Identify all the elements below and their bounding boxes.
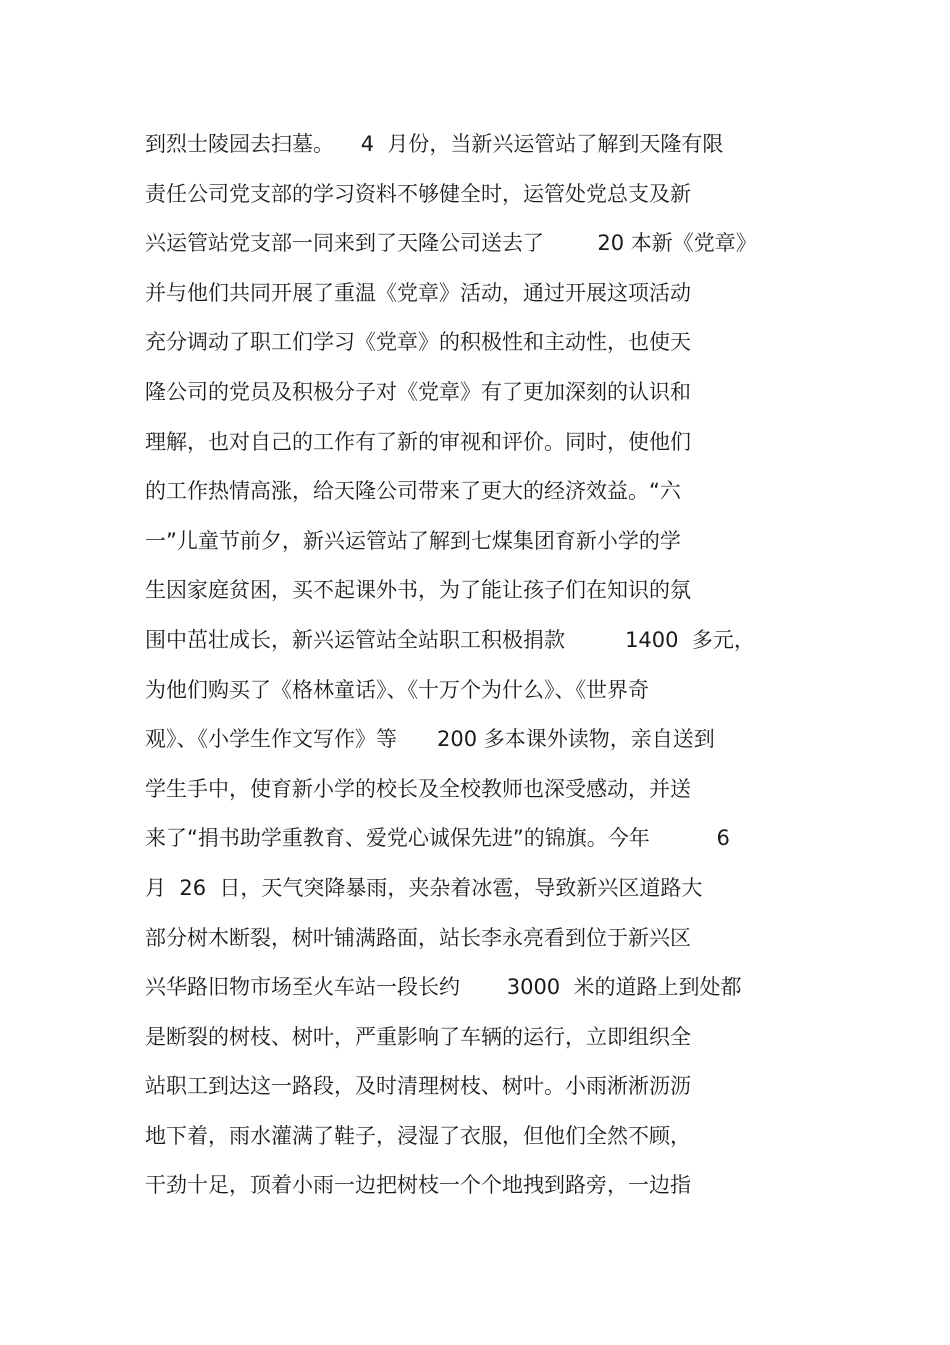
text-line: 一”儿童节前夕，新兴运管站了解到七煤集团育新小学的学 xyxy=(145,528,681,553)
text-line: 责任公司党支部的学习资料不够健全时，运管处党总支及新 xyxy=(145,181,691,206)
text-line: 部分树木断裂，树叶铺满路面，站长李永亮看到位于新兴区 xyxy=(145,925,691,950)
text-line: 隆公司的党员及积极分子对《党章》有了更加深刻的认识和 xyxy=(145,379,691,404)
text-line: 兴运管站党支部一同来到了天隆公司送去了 20 本新《党章》 xyxy=(145,231,757,256)
text-line: 的工作热情高涨，给天隆公司带来了更大的经济效益。“六 xyxy=(145,479,681,504)
text-line: 为他们购买了《格林童话》、《十万个为什么》、《世界奇 xyxy=(145,677,649,702)
text-line: 围中茁壮成长，新兴运管站全站职工积极捐款 1400 多元， xyxy=(145,627,755,652)
text-line: 观》、《小学生作文写作》等 200 多本课外读物，亲自送到 xyxy=(145,727,715,752)
body-text xyxy=(145,120,825,1211)
text-line: 学生手中，使育新小学的校长及全校教师也深受感动，并送 xyxy=(145,776,691,801)
text-line: 生因家庭贫困，买不起课外书，为了能让孩子们在知识的氛 xyxy=(145,578,691,603)
text-line: 站职工到达这一路段，及时清理树枝、树叶。小雨淅淅沥沥 xyxy=(145,1074,691,1099)
text-line: 充分调动了职工们学习《党章》的积极性和主动性，也使天 xyxy=(145,330,691,355)
text-line: 是断裂的树枝、树叶，严重影响了车辆的运行，立即组织全 xyxy=(145,1024,691,1049)
text-line: 地下着，雨水灌满了鞋子，浸湿了衣服，但他们全然不顾， xyxy=(145,1123,691,1148)
text-line: 理解，也对自己的工作有了新的审视和评价。同时，使他们 xyxy=(145,429,691,454)
text-line: 并与他们共同开展了重温《党章》活动，通过开展这项活动 xyxy=(145,280,691,305)
text-line: 兴华路旧物市场至火车站一段长约 3000 米的道路上到处都 xyxy=(145,975,742,1000)
text-line: 来了“捐书助学重教育、爱党心诚保先进”的锦旗。今年 6 xyxy=(145,826,730,851)
text-line: 干劲十足，顶着小雨一边把树枝一个个地拽到路旁，一边指 xyxy=(145,1173,691,1198)
text-line: 月 26 日，天气突降暴雨，夹杂着冰雹，导致新兴区道路大 xyxy=(145,875,703,900)
text-line: 到烈士陵园去扫墓。 4 月份，当新兴运管站了解到天隆有限 xyxy=(145,132,724,156)
